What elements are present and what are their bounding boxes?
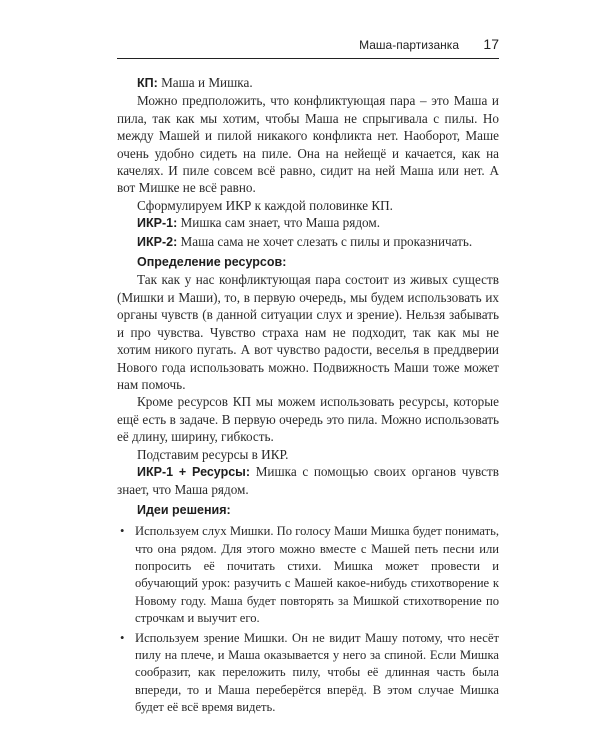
ideas-list <box>117 523 499 716</box>
list-item: • Используем слух Мишки. По голосу Маши Мишка будет понимать, что она рядом. Для этого можно вместе с Машей петь песни или попросить её почитать стихи. Мишка может провести и обучающий урок: разучить с Машей какое-нибудь стихотворение к Новому году. Маша будет повторять за Мишкой стихотворение по строчкам и выучит его. <box>117 523 499 627</box>
paragraph-resources: Так как у нас конфликтующая пара состоит из живых существ (Мишки и Маши), то, в первую очередь, мы будем использовать их органы чувств (в данной ситуации слух и зрение). Нельзя забывать и про чувства. Чувство страха нам не подходит, так как мы не хотим никого пугать. А вот чувство радости, веселья в преддверии Нового года использовать можно. Подвижность Маши тоже может нам помочь. <box>117 272 499 392</box>
ikr2-text: Маша сама не хочет слезать с пилы и проказничать. <box>177 233 473 249</box>
ikr1-label: ИКР-1: <box>137 216 178 231</box>
kp-text: Маша и Мишка. <box>157 75 253 90</box>
kp-label: КП: <box>137 76 158 90</box>
paragraph-ikr1 <box>117 214 499 232</box>
ikr1-resources-text: Мишка с помощью своих органов чувств знает, что Маша рядом. <box>117 463 499 498</box>
section-heading-ideas: Идеи решения: <box>137 502 231 517</box>
page-body <box>117 74 499 719</box>
paragraph-extra-resources: Кроме ресурсов КП мы можем использовать ресурсы, которые ещё есть в задаче. В первую очередь это пила. Можно использовать её длину, ширину, гибкость. <box>117 394 499 445</box>
paragraph-substitute: Подставим ресурсы в ИКР. <box>137 446 289 462</box>
paragraph-ikr1-resources <box>117 463 499 499</box>
paragraph-formulate: Сформулируем ИКР к каждой половинке КП. <box>137 197 393 213</box>
ikr2-label: ИКР-2: <box>137 234 178 249</box>
section-heading-resources: Определение ресурсов: <box>137 255 287 270</box>
paragraph-conflict: Можно предположить, что конфликтующая пара – это Маша и пила, так как мы хотим, чтобы Маша не спрыгивала с пилы. Но между Машей и пилой никакого конфликта нет. Наоборот, Маше очень удобно сидеть на пиле. Она на нейещё и качается, как на качелях. И пиле совсем всё равно, сидит на ней Маша или нет. А вот Мишке не всё равно. <box>117 93 499 196</box>
chapter-title: Маша-партизанка <box>359 38 459 52</box>
page-number: 17 <box>483 36 499 52</box>
ikr1-text: Мишка сам знает, что Маша рядом. <box>177 215 381 231</box>
ikr1-resources-label: ИКР-1 + Ресурсы: <box>137 464 251 479</box>
paragraph-kp <box>117 74 499 92</box>
list-item: • Используем зрение Мишки. Он не видит Машу потому, что несёт пилу на плече, и Маша оказывается у него за спиной. Если Мишка сообразит, как переложить пилу, чтобы её длинная часть была впереди, то и Маша переберётся вперёд. В этом случае Мишка будет её всё время видеть. <box>117 630 499 717</box>
paragraph-ikr2 <box>117 233 499 251</box>
running-header <box>117 36 499 59</box>
